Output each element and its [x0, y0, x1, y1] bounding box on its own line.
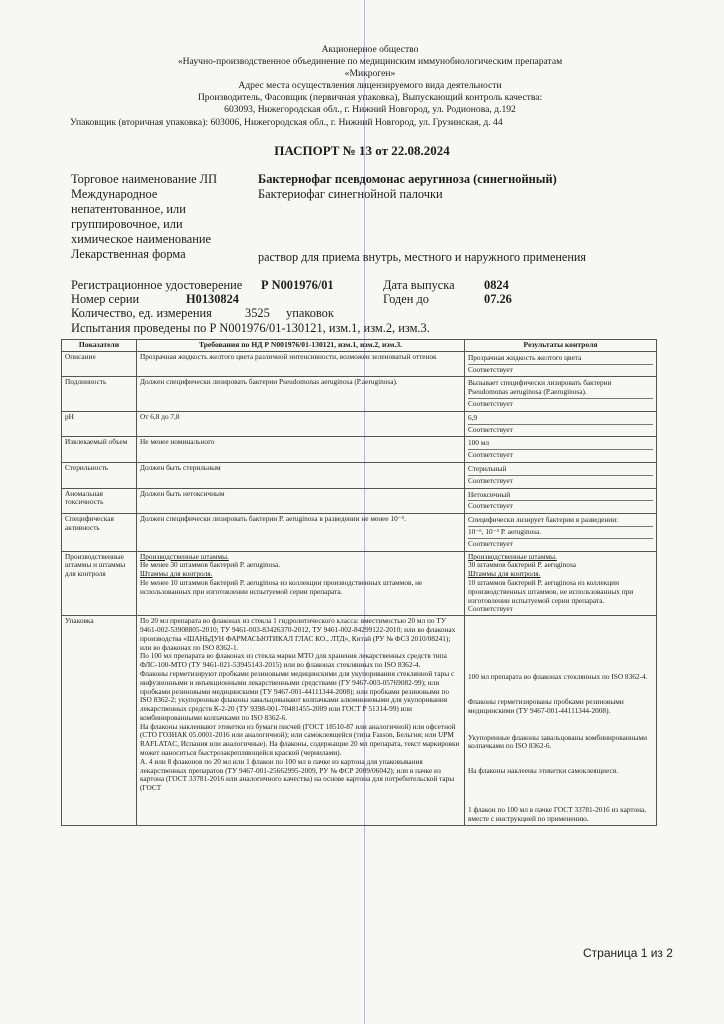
- series-label: Номер серии: [71, 292, 140, 306]
- tests-line: Испытания проведены по Р N001976/01-130121, изм.1, изм.2, изм.3.: [71, 321, 430, 335]
- org-short: «Микроген»: [344, 68, 396, 80]
- spec-table: [61, 339, 657, 826]
- page-number: Страница 1 из 2: [583, 946, 673, 960]
- form-label: Лекарственная форма: [71, 247, 186, 261]
- address-title: Адрес места осуществления лицензируемого вида деятельности: [238, 80, 502, 92]
- col-header-requirements: Требования по НД Р N001976/01-130121, изм.1, изм.2, изм.3.: [137, 340, 465, 352]
- col-header-results: Результаты контроля: [465, 340, 657, 352]
- series-value: Н0130824: [186, 292, 240, 306]
- qty-unit: упаковок: [286, 306, 334, 320]
- table-row: Описание Прозрачная жидкость желтого цвета различной интенсивности, возможен зеленоватый оттенок Прозрачная жидкость желтого цвета Соответствует: [62, 351, 657, 377]
- release-label: Дата выпуска: [383, 278, 455, 292]
- org-name: «Научно-производственное объединение по медицинским иммунобиологическим препаратам: [177, 56, 563, 68]
- table-row: Подлинность Должен специфически лизировать бактерии Pseudomonas aeruginosa (P.aeruginosa). Вызывает специфически лизировать бактерии Pseudomonas aeruginosa (P.aeruginosa). Соответствует: [62, 377, 657, 411]
- document-header: [60, 44, 680, 129]
- inn-value: Бактериофаг синегнойной палочки: [258, 187, 443, 201]
- table-header-row: [62, 340, 657, 352]
- table-row-packaging: Упаковка По 20 мл препарата во флаконах из стекла 1 гидролитического класса: вместимостью 20 мл по ТУ 9461-002-53908805-2010; ТУ 9461-003-83426370-2012, ТУ 9461-002-84299122-2010; или во флаконах производства «ШАНЬДУН ФАРМАСЬЮТИКАЛ ГЛАС КО., ЛТД», Китай (РУ № ФСЗ 2010/08241); или во флаконах по ISO 8362-1. По 100 мл препарата во флаконах из стекла марки МТО для хранения лекарственных средств типа ФЛС-100-МТО (ТУ 9461-021-53945143-2015) или во флаконах стеклянных по ISO 8362-4. Флаконы герметизируют пробками резиновыми медицинскими для укупоривания стеклянной тары с инфузионными и инъекционными лекарственными средствами (ГУ 9467-003-05769082-99); или пробками резиновыми медицинскими (ТУ 9467-001-44111344-2008); или пробками резиновыми по ISO 8362-2; укупоренные флаконы завальцовывают колпачками алюминиевыми для укупоривания лекарственных средств К-2-20 (ТУ 9398-001-70481455-2009 или ГОСТ Р 51314-99) или комбинированными колпачками по ISO 8362-6. На флаконы наклеивают этикетки из бумаги писчей (ГОСТ 18510-87 или аналогичной) или офсетной (СТО ГОЗНАК 05.0001-2016 или аналогичной); или самоклеящейся (типа Fasson, Бельгия; или UPM RAFLATAC, Испания или аналогичные). На флаконы, содержащие 20 мл препарата, текст маркировки может наноситься быстрозакрепляющейся краской (чернилами). А. 4 или 8 флаконов по 20 мл или 1 флакон по 100 мл в пачке из картона для упаковывания лекарственных препаратов (ТУ 9467-001-25662995-2009, РУ № ФСР 2009/06042); или в пачке из картона (ГОСТ 33781-2016 или аналогичного качества) на основе картона для потребительской тары (ГОСТ 100 мл препарата во флаконах стеклянных по ISO 8362-4. Флаконы герметизированы пробками резиновыми медицинскими (ТУ 9467-001-44111344-2008). Укупоренные флаконы завальцованы комбинированными колпачками по ISO 8362-6. На флаконы наклеены этикетки самоклеящиеся. 1 флакон по 100 мл в пачке ГОСТ 33781-2016 из картона, вместе с инструкцией по применению.: [62, 616, 657, 825]
- release-value: 0824: [484, 278, 509, 292]
- trade-name-value: Бактериофаг псевдомонас аеругиноза (синегнойный): [258, 172, 557, 186]
- reg-label: Регистрационное удостоверение: [71, 278, 243, 292]
- qty-label: Количество, ед. измерения: [71, 306, 212, 320]
- producer-line: Производитель, Фасовщик (первичная упаковка), Выпускающий контроль качества:: [197, 92, 543, 104]
- table-row: Аномальная токсичность Должен быть нетоксичным Нетоксичный Соответствует: [62, 488, 657, 514]
- producer-address: 603093, Нижегородская обл., г. Нижний Новгород, ул. Родионова, д.192: [224, 104, 516, 116]
- inn-label-3: группировочное, или: [71, 217, 183, 231]
- packer-line: Упаковщик (вторичная упаковка): 603006, Нижегородская обл., г. Нижний Новгород, ул. Грузинская, д. 44: [70, 116, 503, 128]
- inn-label-4: химическое наименование: [71, 232, 212, 246]
- table-row: Извлекаемый объем Не менее номинального 100 мл Соответствует: [62, 437, 657, 463]
- inn-label-2: непатентованное, или: [71, 202, 186, 216]
- table-row-strains: Производственные штаммы и штаммы для контроля Производственные штаммы. Не менее 30 штаммов бактерий P. aeruginosa. Штаммы для контроля. Не менее 10 штаммов бактерий P. aeruginosa из коллекции производственных штаммов, не использованных при изготовлении испытуемой серии препарата. Производственные штаммы. 30 штаммов бактерий P. aeruginosa Штаммы для контроля. 10 штаммов бактерий P. aeruginosa из коллекции производственных штаммов, не использованных при изготовлении испытуемой серии препарата. Соответствует: [62, 551, 657, 616]
- reg-value: Р N001976/01: [261, 278, 334, 292]
- form-value: раствор для приема внутрь, местного и наружного применения: [258, 250, 586, 264]
- inn-label-1: Международное: [71, 187, 158, 201]
- table-row: Стерильность Должен быть стерильным Стерильный Соответствует: [62, 462, 657, 488]
- table-row: pH От 6,8 до 7,8 6,9 Соответствует: [62, 411, 657, 437]
- valid-label: Годен до: [383, 292, 429, 306]
- table-row: Специфическая активность Должен специфически лизировать бактерии P. aeruginosa в разведении не менее 10⁻⁵. Специфически лизирует бактерии в разведении: 10⁻⁶, 10⁻⁵ P. aeruginosa. Соответствует: [62, 514, 657, 551]
- org-type: Акционерное общество: [321, 44, 419, 55]
- col-header-indicator: Показатели: [62, 340, 137, 352]
- page-title: ПАСПОРТ № 13 от 22.08.2024: [274, 143, 450, 158]
- valid-value: 07.26: [484, 292, 512, 306]
- qty-value: 3525: [245, 306, 270, 320]
- trade-name-label: Торговое наименование ЛП: [71, 172, 218, 186]
